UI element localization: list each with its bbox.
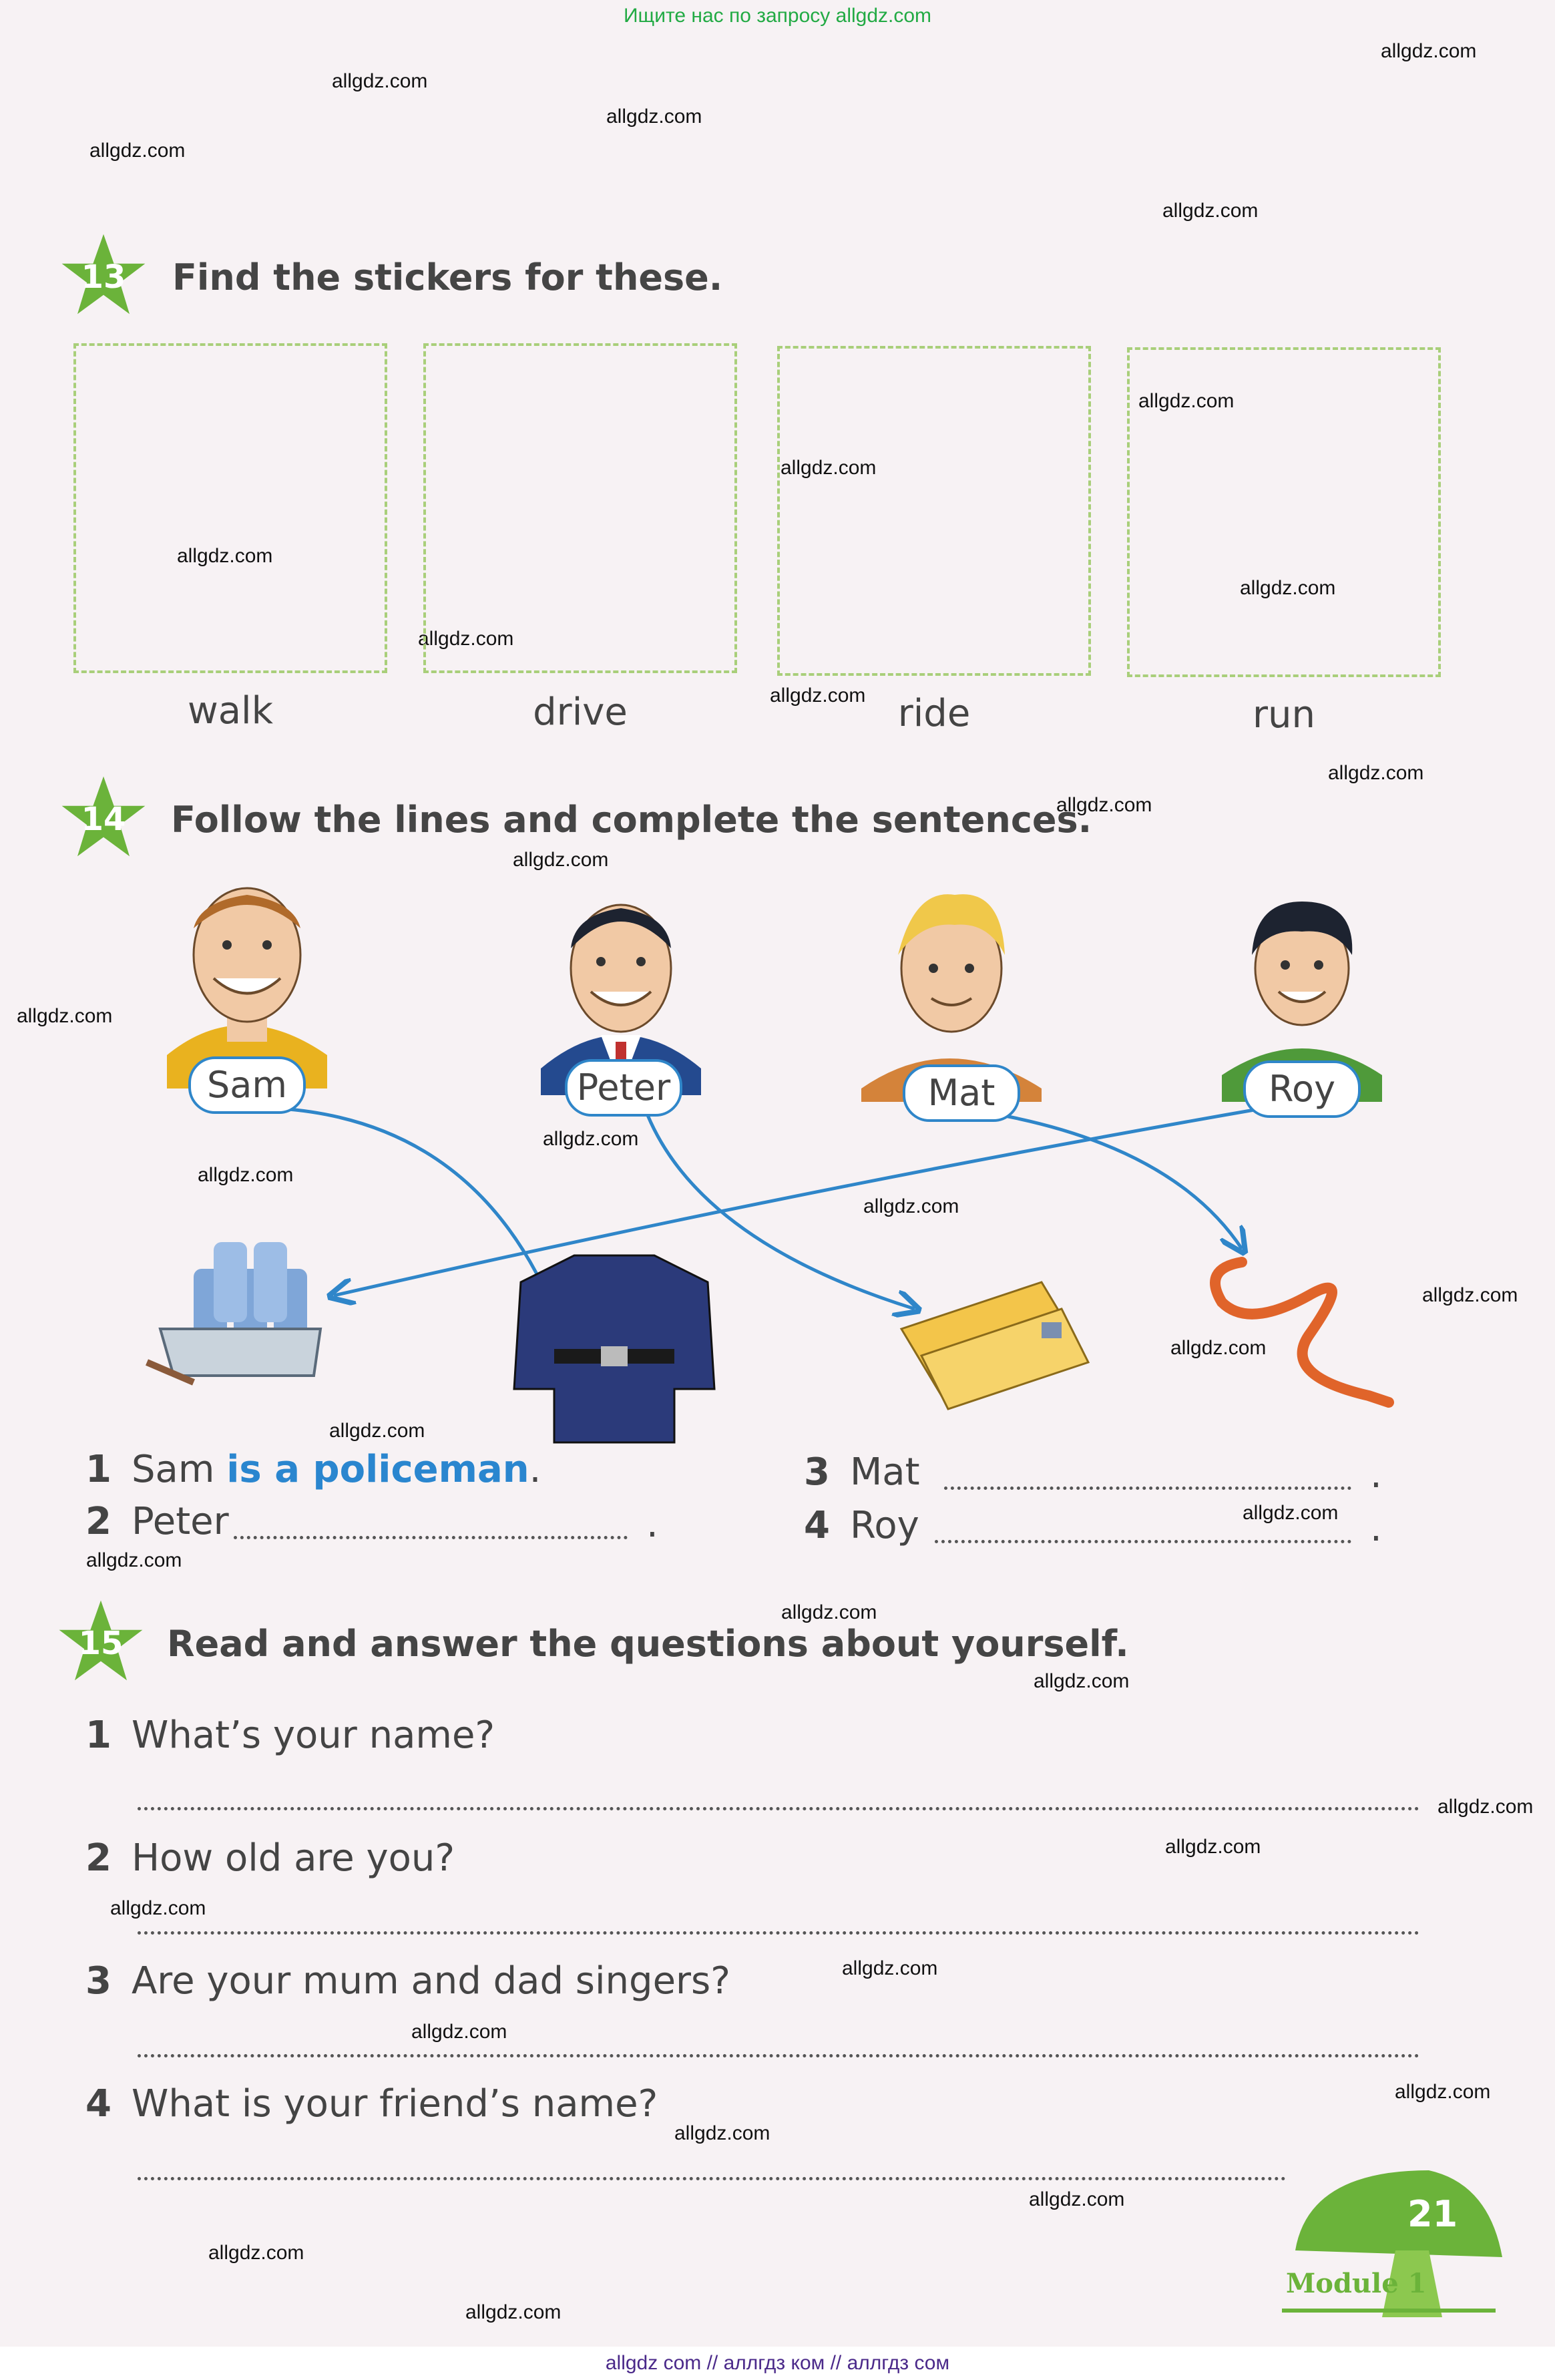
name-tag-sam: Sam <box>188 1056 306 1114</box>
watermark: allgdz.com <box>1170 1337 1267 1359</box>
sentence-subject: Roy <box>849 1504 919 1547</box>
exercise-15-title: Read and answer the questions about yourself. <box>167 1623 1129 1665</box>
question-text: What’s your name? <box>131 1714 495 1757</box>
watermark: allgdz.com <box>465 2301 562 2323</box>
watermark: allgdz.com <box>1381 40 1477 62</box>
watermark: allgdz.com <box>1395 2081 1491 2103</box>
watermark: allgdz.com <box>1240 577 1336 599</box>
arrow-sam-uniform <box>280 1109 547 1296</box>
question-4 <box>85 2082 658 2126</box>
watermark: allgdz.com <box>411 2021 507 2043</box>
watermark: allgdz.com <box>1422 1284 1518 1306</box>
watermark: allgdz.com <box>863 1195 959 1217</box>
answer-line-q2[interactable] <box>138 1931 1419 1935</box>
sentence-number: 4 <box>804 1504 830 1547</box>
question-1 <box>85 1714 495 1757</box>
watermark: allgdz.com <box>332 70 428 92</box>
sentence-end: . <box>1370 1453 1382 1497</box>
top-banner[interactable]: Ищите нас по запросу allgdz.com <box>623 5 932 27</box>
word-drive: drive <box>533 690 628 734</box>
watermark: allgdz.com <box>1165 1836 1261 1858</box>
sticker-box-drive[interactable] <box>423 343 737 673</box>
word-walk: walk <box>187 689 274 733</box>
watermark: allgdz.com <box>89 140 186 162</box>
watermark: allgdz.com <box>1437 1796 1534 1818</box>
arrow-mat-hose <box>1002 1115 1242 1249</box>
module-label: Module 1 <box>1286 2268 1427 2299</box>
watermark: allgdz.com <box>513 849 609 871</box>
name-tag-mat: Mat <box>903 1064 1020 1122</box>
watermark: allgdz.com <box>1138 390 1235 412</box>
watermark: allgdz.com <box>1162 200 1259 222</box>
watermark: allgdz.com <box>1034 1670 1130 1692</box>
exercise-14-title: Follow the lines and complete the sentences. <box>171 799 1092 841</box>
sticker-box-walk[interactable] <box>73 343 387 673</box>
question-text: How old are you? <box>131 1836 455 1880</box>
watermark: allgdz.com <box>606 106 702 128</box>
watermark: allgdz.com <box>1056 794 1152 816</box>
police-uniform-image <box>514 1255 714 1442</box>
letters-image <box>901 1282 1088 1409</box>
watermark: allgdz.com <box>1328 762 1424 784</box>
question-2 <box>85 1836 455 1880</box>
watermark: allgdz.com <box>418 628 514 650</box>
word-run: run <box>1252 693 1315 737</box>
sentence-2 <box>85 1500 229 1543</box>
exercise-number: 15 <box>78 1625 124 1662</box>
question-number: 1 <box>85 1714 112 1757</box>
watermark: allgdz.com <box>781 457 877 479</box>
sentence-1 <box>85 1448 541 1491</box>
watermark: allgdz.com <box>674 2122 770 2144</box>
watermark: allgdz.com <box>86 1549 182 1571</box>
answer-line-q1[interactable] <box>138 1807 1419 1810</box>
answer-line-2[interactable] <box>234 1536 628 1539</box>
watermark: allgdz.com <box>329 1420 425 1442</box>
arrow-roy-bottles <box>334 1109 1262 1296</box>
answer-line-3[interactable] <box>944 1486 1351 1490</box>
name-tag-peter: Peter <box>565 1059 682 1117</box>
watermark: allgdz.com <box>177 545 273 567</box>
garden-hose-image <box>1215 1262 1389 1402</box>
sentence-number: 2 <box>85 1500 112 1543</box>
watermark: allgdz.com <box>198 1164 294 1186</box>
sentence-3 <box>804 1450 920 1494</box>
bottom-banner[interactable]: allgdz com // аллгдз ком // аллгдз сом <box>0 2347 1555 2380</box>
sentence-end: . <box>529 1448 541 1491</box>
question-number: 2 <box>85 1836 112 1880</box>
page-number: 21 <box>1407 2193 1458 2235</box>
exercise-number: 14 <box>81 801 126 838</box>
sentence-end: . <box>646 1503 658 1546</box>
exercise-14-badge <box>60 775 147 861</box>
question-number: 4 <box>85 2082 112 2126</box>
sentence-subject: Mat <box>849 1450 920 1494</box>
question-text: Are your mum and dad singers? <box>131 1959 730 2003</box>
name-tag-roy: Roy <box>1243 1060 1361 1118</box>
question-text: What is your friend’s name? <box>131 2082 658 2126</box>
sentence-number: 1 <box>85 1448 112 1491</box>
water-bottles-image <box>147 1242 320 1382</box>
sentence-answer: is a policeman <box>226 1448 529 1491</box>
question-3 <box>85 1959 730 2003</box>
watermark: allgdz.com <box>17 1005 113 1027</box>
answer-line-q3[interactable] <box>138 2054 1419 2057</box>
sentence-subject: Sam <box>131 1448 215 1491</box>
exercise-15-badge <box>57 1599 144 1685</box>
word-ride: ride <box>897 692 971 735</box>
watermark: allgdz.com <box>110 1897 206 1919</box>
watermark: allgdz.com <box>543 1128 639 1150</box>
sentence-end: . <box>1370 1507 1382 1550</box>
watermark: allgdz.com <box>208 2242 304 2264</box>
question-number: 3 <box>85 1959 112 2003</box>
watermark: allgdz.com <box>781 1601 877 1623</box>
exercise-13-title: Find the stickers for these. <box>172 256 723 299</box>
watermark: allgdz.com <box>1029 2188 1125 2210</box>
follow-lines-illustration <box>0 868 1555 1456</box>
watermark: allgdz.com <box>770 684 866 707</box>
answer-line-q4[interactable] <box>138 2177 1286 2180</box>
exercise-number: 13 <box>81 258 126 296</box>
watermark: allgdz.com <box>842 1957 938 1979</box>
sticker-box-ride[interactable] <box>777 346 1091 676</box>
answer-line-4[interactable] <box>935 1540 1351 1543</box>
exercise-13-badge <box>60 232 147 319</box>
sentence-subject: Peter <box>131 1500 229 1543</box>
sentence-4 <box>804 1504 919 1547</box>
watermark: allgdz.com <box>1243 1502 1339 1524</box>
sentence-number: 3 <box>804 1450 830 1494</box>
sticker-box-run[interactable] <box>1127 347 1441 677</box>
